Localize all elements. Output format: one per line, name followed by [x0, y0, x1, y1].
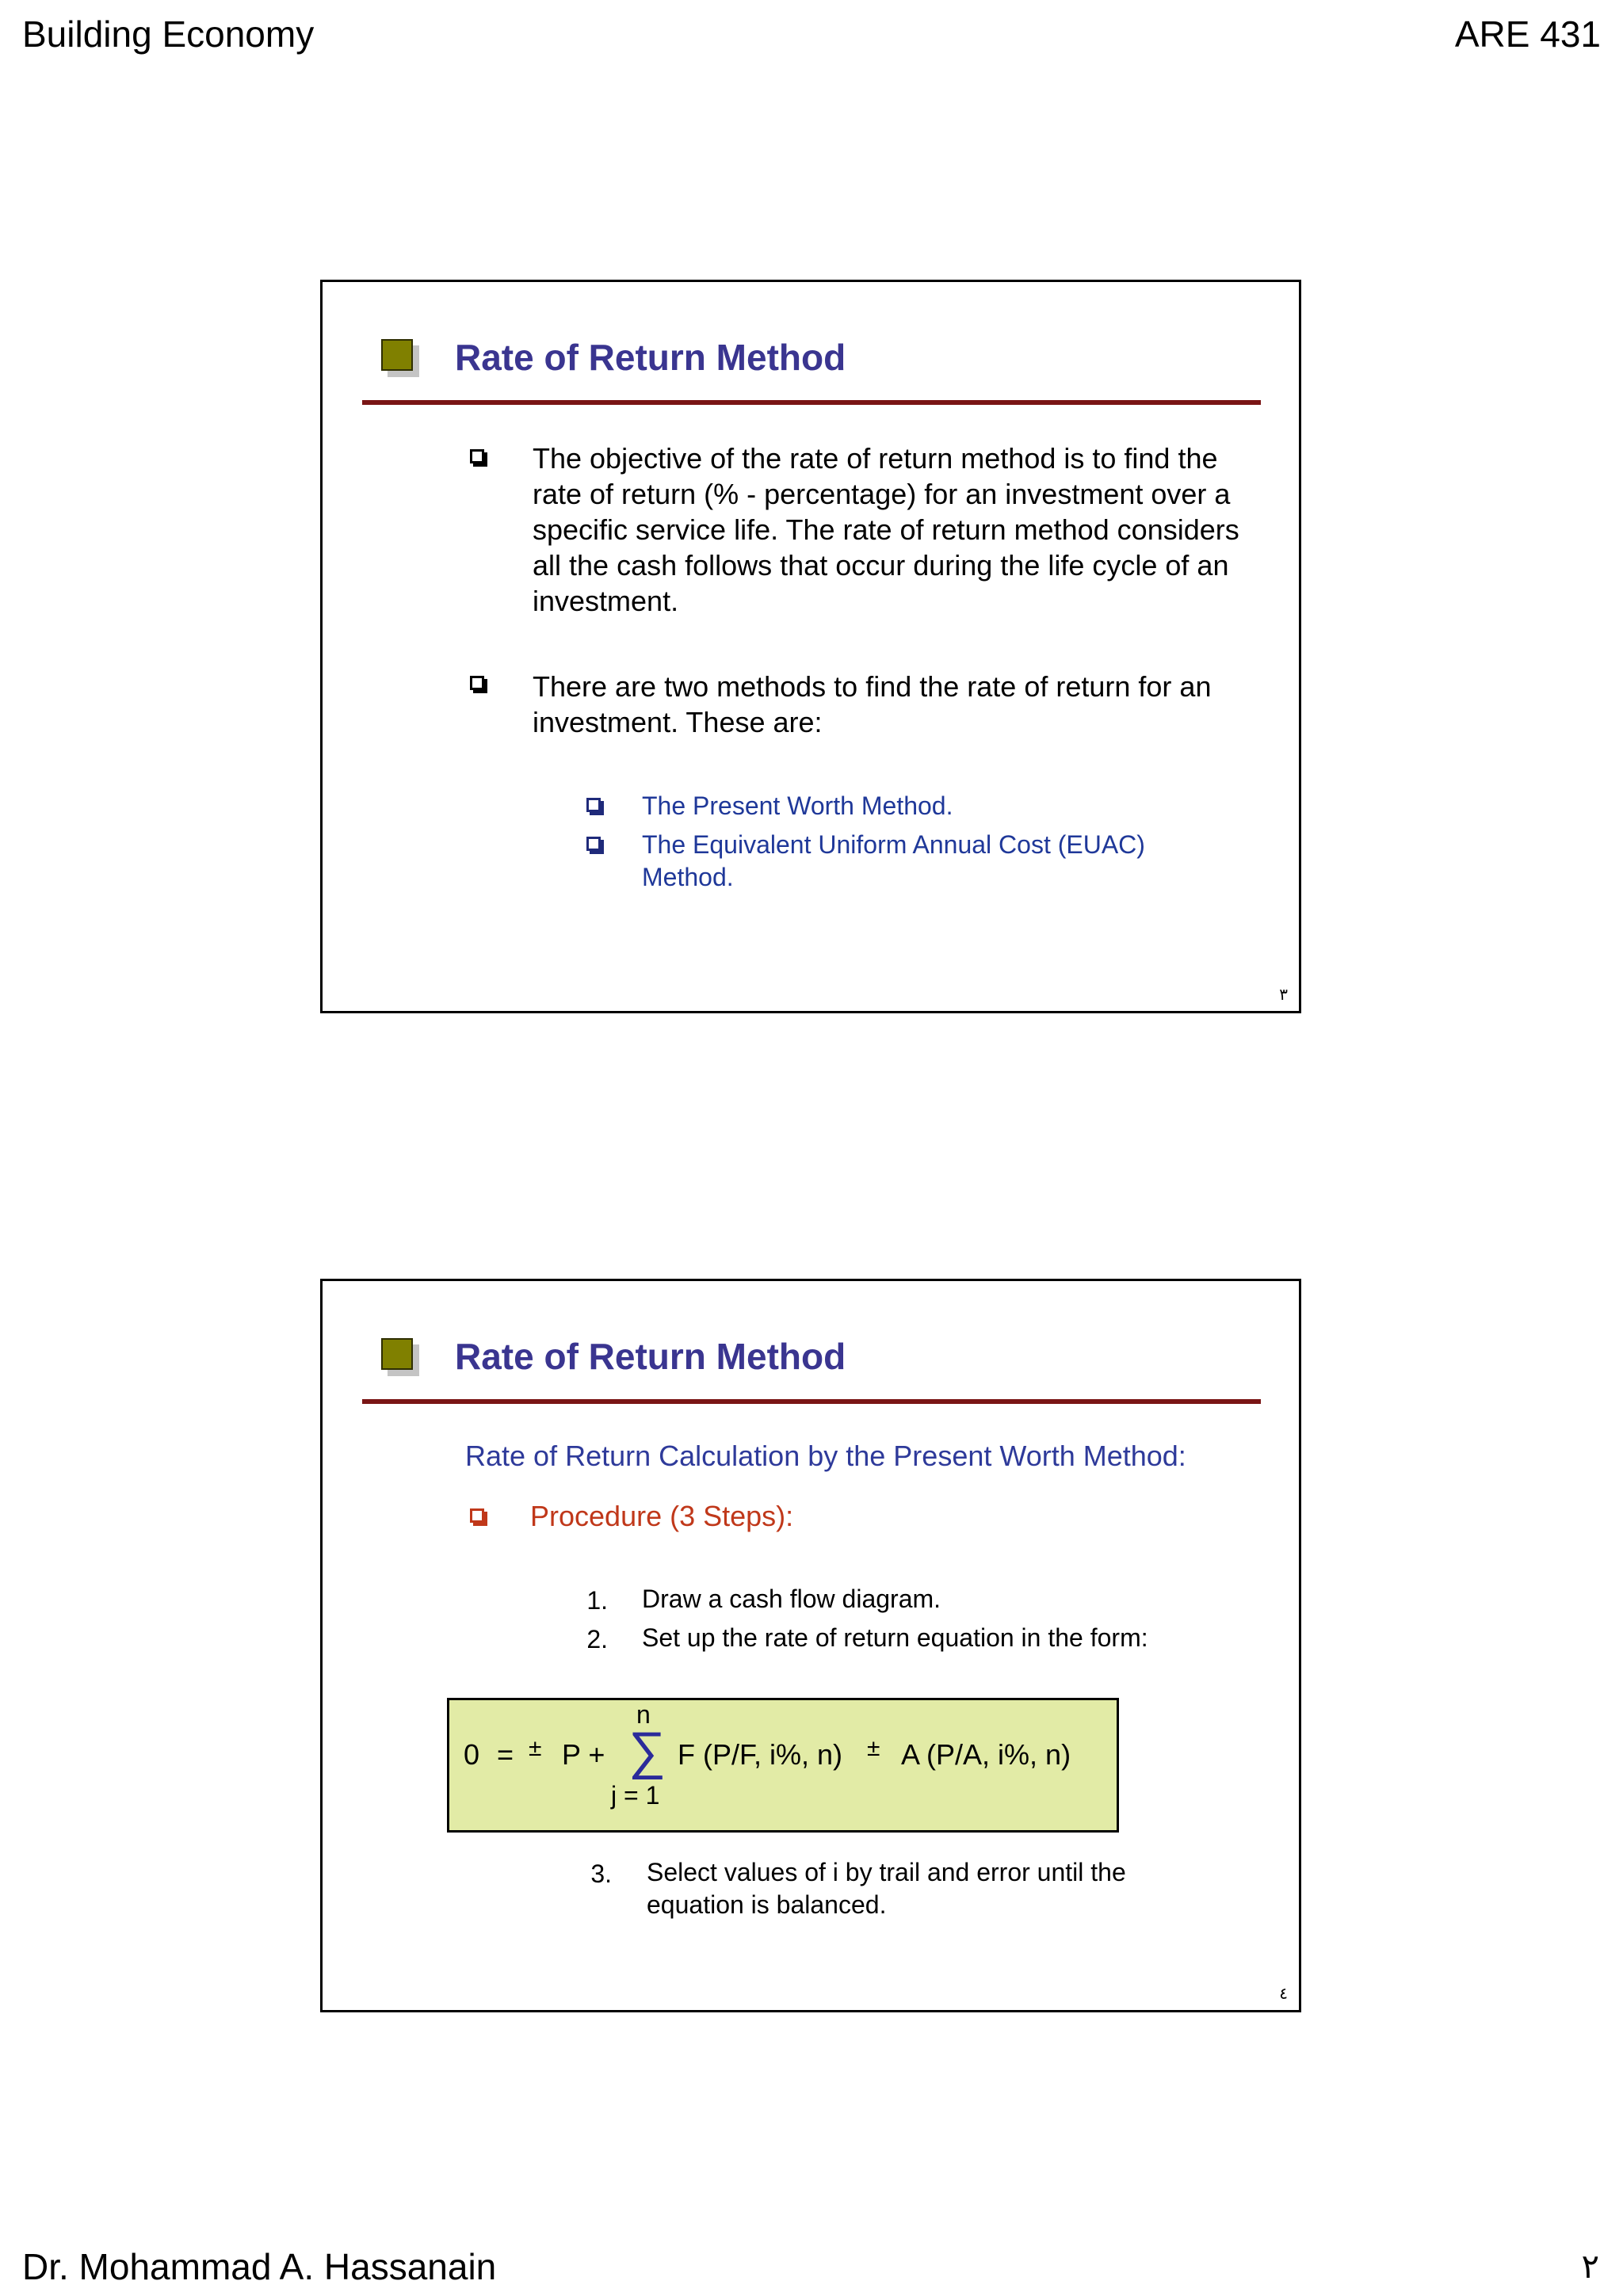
slide-title: Rate of Return Method: [455, 1336, 846, 1377]
slide-present-worth-procedure: [320, 1279, 1301, 2012]
checkbox-bullet-icon: [586, 798, 601, 812]
slide-rate-of-return-intro: [320, 280, 1301, 1013]
slide-number: ٣: [1279, 986, 1288, 1004]
equation-lhs: 0: [464, 1738, 480, 1771]
rate-of-return-equation: [447, 1698, 1119, 1833]
sigma-icon: ∑: [628, 1721, 666, 1779]
title-divider: [362, 400, 1261, 405]
title-square-icon: [381, 1338, 418, 1375]
title-square-icon: [381, 339, 418, 376]
sub-bullet-present-worth: The Present Worth Method.: [642, 791, 953, 820]
equation-equals: =: [497, 1738, 514, 1771]
step-number: 3.: [590, 1859, 612, 1888]
checkbox-bullet-icon: [470, 1508, 484, 1523]
step-text: Set up the rate of return equation in the form:: [642, 1623, 1148, 1652]
plus-minus-sign: ±: [529, 1735, 542, 1761]
step-text: Draw a cash flow diagram.: [642, 1585, 941, 1613]
step-number: 2.: [586, 1625, 608, 1653]
section-heading: Rate of Return Calculation by the Present Worth Method:: [465, 1440, 1186, 1472]
step-number: 1.: [586, 1586, 608, 1615]
equation-f-term: F (P/F, i%, n): [678, 1738, 843, 1771]
checkbox-bullet-icon: [470, 676, 484, 690]
title-divider: [362, 1399, 1261, 1404]
page-header-course-code: ARE 431: [1454, 13, 1601, 55]
step-text: Select values of i by trail and error until the equation is balanced.: [647, 1858, 1126, 1919]
equation-a-term: A (P/A, i%, n): [901, 1738, 1071, 1771]
page-footer-author: Dr. Mohammad A. Hassanain: [22, 2246, 497, 2287]
page-header-course-name: Building Economy: [22, 13, 315, 55]
checkbox-bullet-icon: [586, 837, 601, 851]
bullet-objective: The objective of the rate of return method is to find the rate of return (% - percentage) for an investment over a specific service life. The rate of return method considers all the cash follows that occur during the life cycle of an investment.: [533, 442, 1239, 617]
sub-bullet-euac: The Equivalent Uniform Annual Cost (EUAC) Method.: [642, 830, 1145, 891]
procedure-heading: Procedure (3 Steps):: [530, 1500, 794, 1532]
slide-title: Rate of Return Method: [455, 337, 846, 378]
page-footer-page-number: ٢: [1581, 2248, 1599, 2285]
plus-minus-sign: ±: [867, 1735, 880, 1761]
checkbox-bullet-icon: [470, 449, 484, 463]
equation-p-term: P +: [562, 1738, 605, 1771]
sum-upper-limit: n: [636, 1700, 651, 1729]
sum-lower-limit: j = 1: [611, 1781, 660, 1810]
slide-number: ٤: [1279, 1985, 1288, 2003]
bullet-two-methods: There are two methods to find the rate of return for an investment. These are:: [533, 670, 1212, 738]
